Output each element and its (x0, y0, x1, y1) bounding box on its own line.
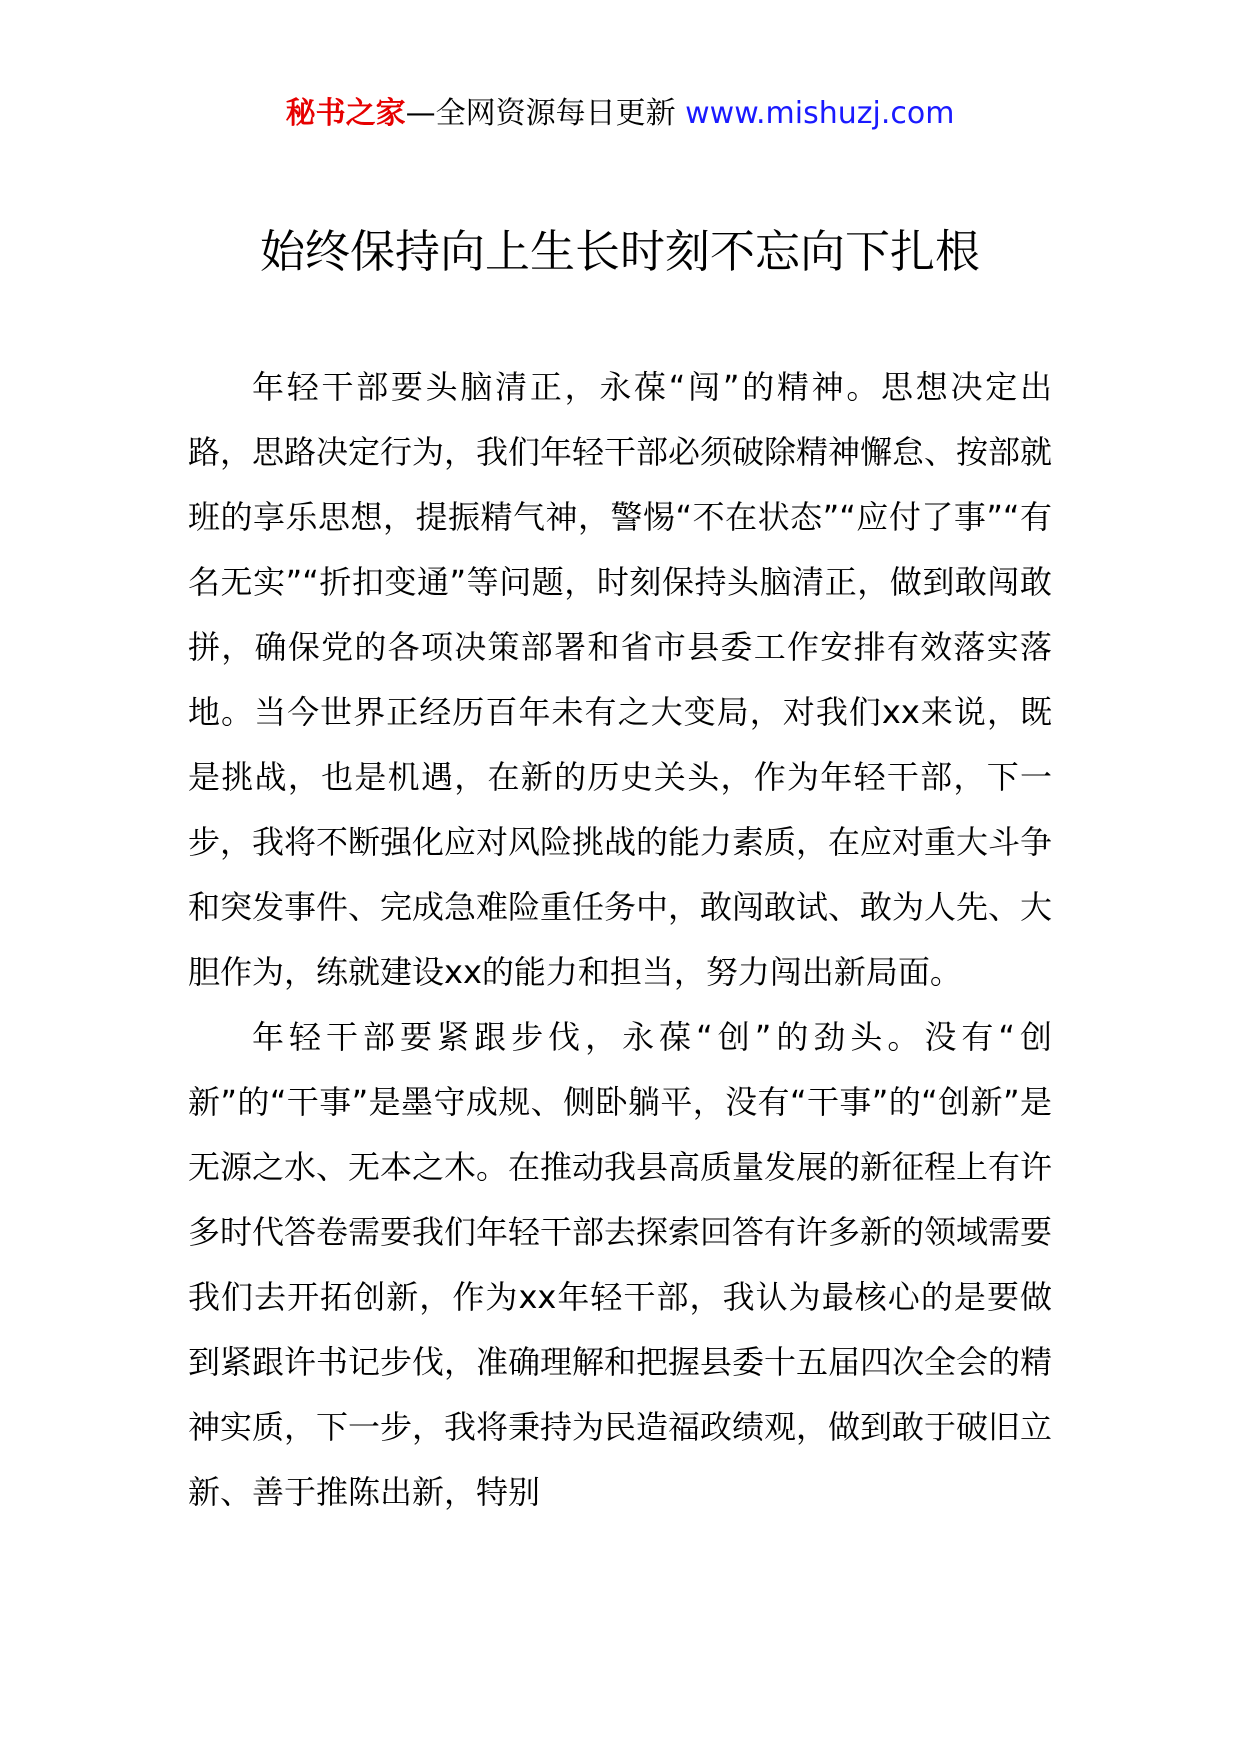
document-title: 始终保持向上生长时刻不忘向下扎根 (259, 225, 980, 278)
paragraph: 年轻干部要头脑清正，永葆“闯”的精神。思想决定出路，思路决定行为，我们年轻干部必须破除精神懈怠、按部就班的享乐思想，提振精气神，警惕“不在状态”“应付了事”“有名无实”“折扣变通”等问题，时刻保持头脑清正，做到敢闯敢拼，确保党的各项决策部署和省市县委工作安排有效落实落地。当今世界正经历百年未有之大变局，对我们xx来说，既是挑战，也是机遇，在新的历史关头，作为年轻干部，下一步，我将不断强化应对风险挑战的能力素质，在应对重大斗争和突发事件、完成急难险重任务中，敢闯敢试、敢为人先、大胆作为，练就建设xx的能力和担当，努力闯出新局面。 (188, 368, 1053, 991)
site-url-link[interactable]: www.mishuzj.com (685, 96, 955, 131)
site-header (0, 94, 1240, 134)
document-body (188, 355, 1052, 1525)
paragraph: 年轻干部要紧跟步伐，永葆“创”的劲头。没有“创新”的“干事”是墨守成规、侧卧躺平，没有“干事”的“创新”是无源之水、无本之木。在推动我县高质量发展的新征程上有许多时代答卷需要我们年轻干部去探索回答有许多新的领域需要我们去开拓创新，作为xx年轻干部，我认为最核心的是要做到紧跟许书记步伐，准确理解和把握县委十五届四次全会的精神实质，下一步，我将秉持为民造福政绩观，做到敢于破旧立新、善于推陈出新，特别 (188, 1018, 1053, 1511)
brand-name: 秘书之家 (285, 96, 406, 131)
site-tagline: —全网资源每日更新 (405, 96, 676, 131)
